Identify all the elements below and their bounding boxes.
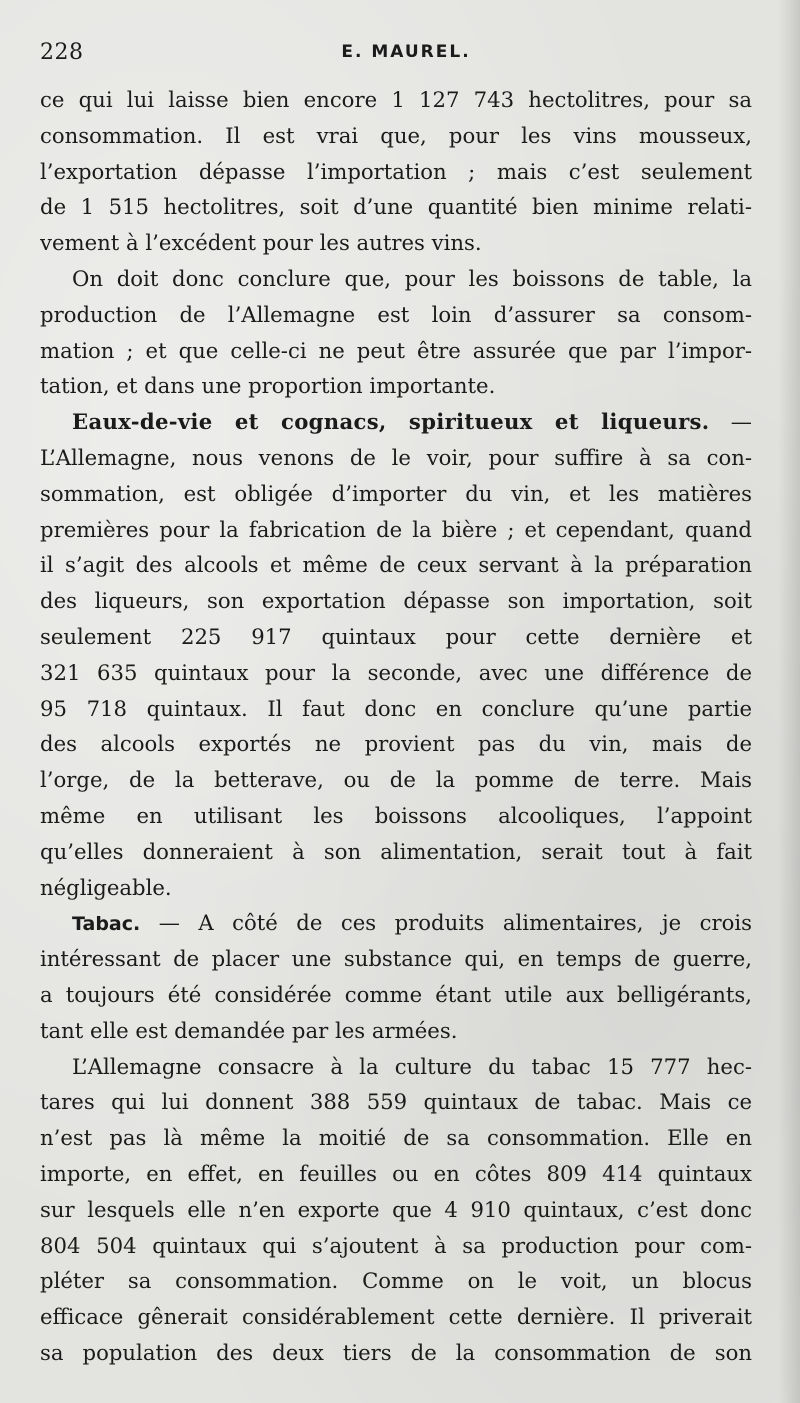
text-line: l’orge, de la betterave, ou de la pomme de terre. Mais — [40, 767, 752, 793]
text-line: qu’elles donneraient à son alimentation, serait tout à fait — [40, 838, 752, 864]
heading-continuation: — A côté de ces produits alimentaires, je crois — [140, 910, 752, 936]
paragraph-end-line: tant elle est demandée par les armées. — [40, 1017, 458, 1043]
text-line: même en utilisant les boissons alcooliques, l’appoint — [40, 802, 752, 828]
running-head — [40, 40, 752, 80]
text-line: mation ; et que celle-ci ne peut être assurée que par l’impor- — [40, 337, 752, 363]
text-line: il s’agit des alcools et même de ceux servant à la préparation — [40, 552, 752, 578]
text-line: a toujours été considérée comme étant utile aux belligérants, — [40, 981, 752, 1007]
text-line: sur lesquels elle n’en exporte que 4 910 quintaux, c’est donc — [40, 1196, 752, 1222]
text-line: ce qui lui laisse bien encore 1 127 743 hectolitres, pour sa — [40, 87, 752, 112]
text-line: de 1 515 hectolitres, soit d’une quantité bien minime relati- — [40, 194, 752, 220]
text-line: sa population des deux tiers de la consommation de son — [40, 1339, 752, 1365]
paragraph-start-line: On doit donc conclure que, pour les boissons de table, la — [72, 265, 752, 291]
text-line: consommation. Il est vrai que, pour les vins mousseux, — [40, 122, 752, 148]
section-heading-line — [40, 404, 752, 440]
text-line: 804 504 quintaux qui s’ajoutent à sa production pour com- — [40, 1232, 752, 1258]
text-line: des liqueurs, son exportation dépasse son importation, soit — [40, 588, 752, 614]
page-edge-shadow — [778, 0, 800, 1403]
section-heading-line — [40, 905, 752, 941]
text-line: L’Allemagne, nous venons de le voir, pour suffire à sa con- — [40, 444, 752, 470]
section-heading-tabac: Tabac. — [72, 913, 141, 936]
text-line: sommation, est obligée d’importer du vin, et les matières — [40, 480, 752, 506]
text-line: des alcools exportés ne provient pas du vin, mais de — [40, 731, 752, 757]
text-line: seulement 225 917 quintaux pour cette dernière et — [40, 623, 752, 649]
text-line: intéressant de placer une substance qui, en temps de guerre, — [40, 946, 752, 972]
text-line: 321 635 quintaux pour la seconde, avec une différence de — [40, 659, 752, 685]
text-line: 95 718 quintaux. Il faut donc en conclure qu’une partie — [40, 695, 752, 721]
author-heading: E. MAUREL. — [341, 42, 471, 62]
text-line: tares qui lui donnent 388 559 quintaux de tabac. Mais ce — [40, 1089, 752, 1115]
text-line: l’exportation dépasse l’importation ; mais c’est seulement — [40, 158, 752, 184]
section-heading-spirits: Eaux-de-vie et cognacs, spiritueux et liqueurs. — [72, 409, 710, 435]
paragraph-end-line: vement à l’excédent pour les autres vins. — [40, 230, 482, 256]
text-line: production de l’Allemagne est loin d’assurer sa consom- — [40, 301, 752, 327]
heading-dash: — — [709, 409, 752, 435]
paragraph-end-line: négligeable. — [40, 874, 172, 900]
paragraph-end-line: tation, et dans une proportion importante. — [40, 373, 496, 399]
text-line: pléter sa consommation. Comme on le voit, un blocus — [40, 1268, 752, 1294]
text-line: efficace gênerait considérablement cette dernière. Il priverait — [40, 1304, 752, 1330]
text-line: premières pour la fabrication de la bière ; et cependant, quand — [40, 516, 752, 542]
text-line: importe, en effet, en feuilles ou en côtes 809 414 quintaux — [40, 1160, 752, 1186]
body-text — [40, 82, 752, 1371]
paragraph-start-line: L’Allemagne consacre à la culture du tabac 15 777 hec- — [72, 1053, 752, 1079]
page-number: 228 — [40, 40, 84, 65]
text-line: n’est pas là même la moitié de sa consommation. Elle en — [40, 1125, 752, 1151]
